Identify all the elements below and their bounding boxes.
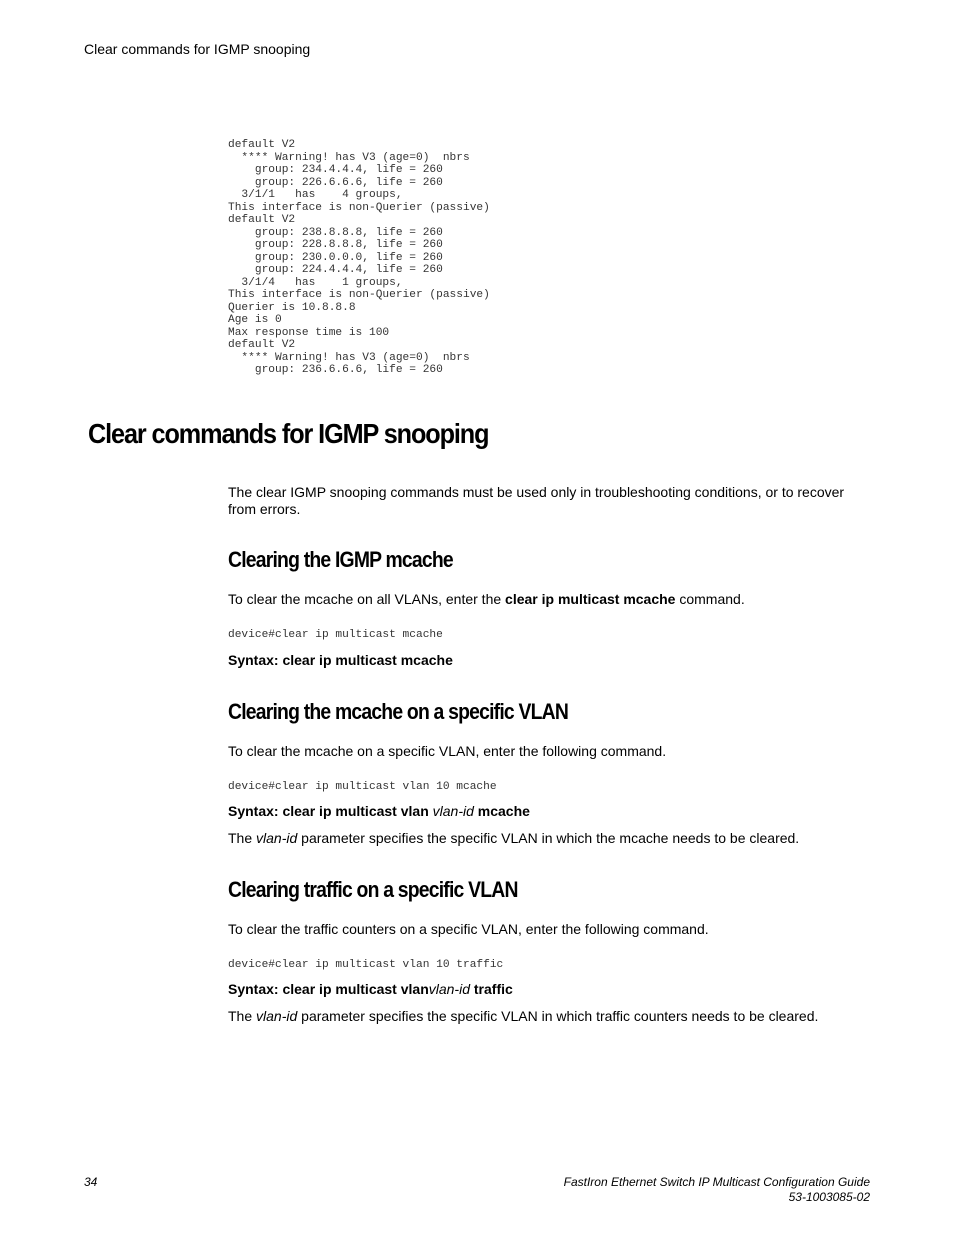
vlan-mcache-syntax-a: Syntax: clear ip multicast vlan xyxy=(228,803,433,819)
vlan-traffic-syntax-a: Syntax: clear ip multicast vlan xyxy=(228,981,429,997)
mcache-text-after: command. xyxy=(675,591,745,607)
heading-clear-mcache: Clearing the IGMP mcache xyxy=(228,547,453,572)
intro-paragraph: The clear IGMP snooping commands must be used only in troubleshooting conditions, or to recover from errors. xyxy=(228,484,845,517)
vlan-mcache-syntax xyxy=(228,803,858,820)
running-header: Clear commands for IGMP snooping xyxy=(84,41,311,57)
vlan-traffic-desc-param: vlan-id xyxy=(256,1008,298,1024)
vlan-traffic-code: device#clear ip multicast vlan 10 traffic xyxy=(228,959,504,971)
vlan-mcache-param-desc xyxy=(228,830,858,847)
vlan-mcache-syntax-b: mcache xyxy=(473,803,530,819)
page-number: 34 xyxy=(84,1175,98,1189)
vlan-traffic-syntax xyxy=(228,981,858,998)
mcache-command-bold: clear ip multicast mcache xyxy=(505,591,676,607)
vlan-traffic-syntax-b: traffic xyxy=(470,981,513,997)
vlan-traffic-param-desc xyxy=(228,1008,858,1025)
heading-clear-vlan-mcache: Clearing the mcache on a specific VLAN xyxy=(228,699,569,724)
vlan-mcache-desc-param: vlan-id xyxy=(256,830,298,846)
section-title: Clear commands for IGMP snooping xyxy=(88,418,489,449)
vlan-mcache-text: To clear the mcache on a specific VLAN, enter the following command. xyxy=(228,743,667,759)
vlan-mcache-syntax-param: vlan-id xyxy=(432,803,474,819)
heading-clear-vlan-traffic: Clearing traffic on a specific VLAN xyxy=(228,877,518,902)
vlan-traffic-desc-b: parameter specifies the specific VLAN in which traffic counters needs to be cleared. xyxy=(297,1008,819,1024)
vlan-traffic-desc-a: The xyxy=(228,1008,257,1024)
mcache-description xyxy=(228,591,858,608)
cli-output-block: default V2 **** Warning! has V3 (age=0) nbrs group: 234.4.4.4, life = 260 group: 226.6.6.6, life = 260 3/1/1 has 4 groups, This interface is non-Querier (passive) default V2 group: 238.8.8.8, life = 260 group: 228.8.8.8, life = 260 group: 230.0.0.0, life = 260 group: 224.4.4.4, life = 260 3/1/4 has 1 groups, This interface is non-Querier (passive) Querier is 10.8.8.8 Age is 0 Max response time is 100 default V2 **** Warning! has V3 (age=0) nbrs group: 236.6.6.6, life = 260 xyxy=(228,139,490,376)
vlan-mcache-desc-b: parameter specifies the specific VLAN in which the mcache needs to be cleared. xyxy=(297,830,800,846)
footer-doc-number: 53-1003085-02 xyxy=(788,1190,870,1204)
vlan-traffic-text: To clear the traffic counters on a specific VLAN, enter the following command. xyxy=(228,921,709,937)
mcache-text-before: To clear the mcache on all VLANs, enter the xyxy=(228,591,506,607)
vlan-mcache-desc-a: The xyxy=(228,830,257,846)
vlan-mcache-code: device#clear ip multicast vlan 10 mcache xyxy=(228,781,497,793)
mcache-code: device#clear ip multicast mcache xyxy=(228,629,443,641)
vlan-traffic-syntax-param: vlan-id xyxy=(428,981,470,997)
footer-doc-title: FastIron Ethernet Switch IP Multicast Configuration Guide xyxy=(563,1175,870,1189)
mcache-syntax: Syntax: clear ip multicast mcache xyxy=(228,652,453,668)
